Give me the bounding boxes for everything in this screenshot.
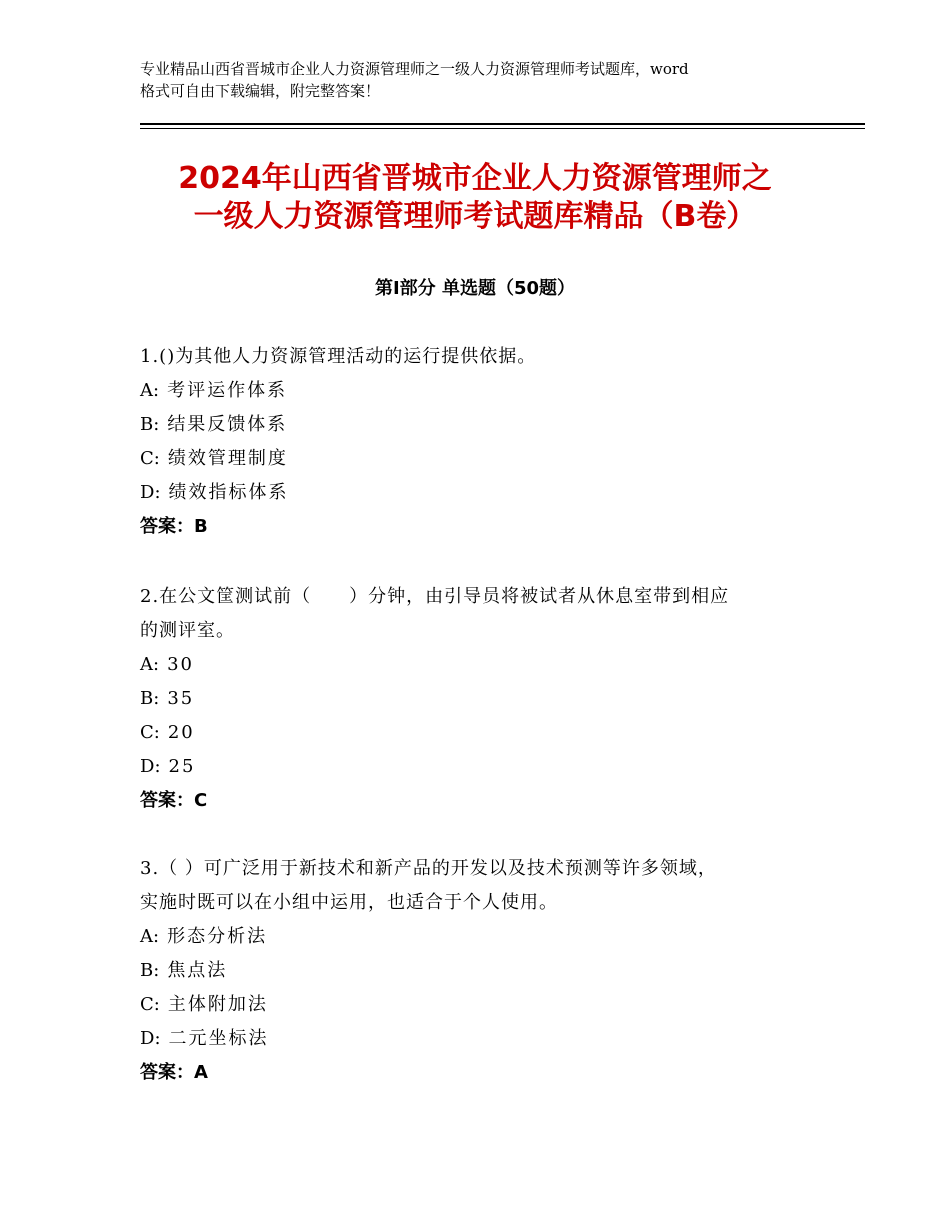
question-2	[140, 580, 820, 818]
option-text: 绩效管理制度	[167, 448, 288, 469]
option-letter: C	[140, 994, 154, 1015]
option-separator: :	[153, 994, 160, 1015]
question-stem-line: 的测评室。	[140, 620, 235, 641]
option-text: 考评运作体系	[167, 380, 288, 401]
option-separator: :	[154, 756, 161, 777]
option-c	[140, 442, 820, 476]
header-note-line-2: 格式可自由下载编辑，附完整答案！	[140, 82, 381, 100]
document-title-line-1: 2024年山西省晋城市企业人力资源管理师之	[178, 161, 772, 196]
option-text: 主体附加法	[167, 994, 268, 1015]
question-1	[140, 340, 820, 544]
answer-label: 答案：	[140, 790, 194, 811]
option-c	[140, 716, 820, 750]
question-stem-line: 1.()为其他人力资源管理活动的运行提供依据。	[140, 346, 537, 367]
section-heading: 第Ⅰ部分 单选题（50题）	[374, 278, 575, 299]
option-letter: A	[140, 654, 153, 675]
answer-value: A	[194, 1062, 208, 1083]
option-separator: :	[154, 1028, 161, 1049]
option-letter: B	[140, 960, 154, 981]
answer-label: 答案：	[140, 516, 194, 537]
option-separator: :	[153, 414, 160, 435]
option-letter: B	[140, 414, 154, 435]
option-b	[140, 682, 820, 716]
option-text: 二元坐标法	[168, 1028, 269, 1049]
option-separator: :	[154, 482, 161, 503]
answer-value: B	[194, 516, 208, 537]
option-text: 35	[167, 688, 195, 709]
option-separator: :	[153, 960, 160, 981]
option-separator: :	[153, 380, 160, 401]
option-c	[140, 988, 820, 1022]
option-a	[140, 920, 820, 954]
option-a	[140, 648, 820, 682]
option-separator: :	[153, 926, 160, 947]
option-letter: C	[140, 448, 154, 469]
header-divider-thick	[140, 123, 865, 125]
option-letter: B	[140, 688, 154, 709]
option-b	[140, 408, 820, 442]
header-note	[140, 58, 830, 102]
option-a	[140, 374, 820, 408]
option-d	[140, 1022, 820, 1056]
option-text: 绩效指标体系	[168, 482, 289, 503]
option-text: 焦点法	[167, 960, 228, 981]
option-letter: C	[140, 722, 154, 743]
document-title-line-2: 一级人力资源管理师考试题库精品（B卷）	[193, 199, 757, 234]
option-text: 形态分析法	[167, 926, 268, 947]
option-d	[140, 750, 820, 784]
question-stem	[140, 340, 820, 374]
answer-line	[140, 784, 820, 818]
answer-line	[140, 1056, 820, 1090]
option-letter: D	[140, 1028, 155, 1049]
question-stem-line: 2.在公文筐测试前（ ）分钟，由引导员将被试者从休息室带到相应	[140, 586, 730, 607]
option-letter: D	[140, 482, 155, 503]
option-text: 结果反馈体系	[167, 414, 288, 435]
option-text: 25	[168, 756, 196, 777]
question-stem	[140, 580, 820, 648]
answer-line	[140, 510, 820, 544]
option-letter: A	[140, 926, 153, 947]
option-separator: :	[153, 654, 160, 675]
question-stem	[140, 852, 820, 920]
answer-label: 答案：	[140, 1062, 194, 1083]
option-b	[140, 954, 820, 988]
option-text: 30	[167, 654, 194, 675]
question-3	[140, 852, 820, 1090]
question-stem-line: 3.（ ）可广泛用于新技术和新产品的开发以及技术预测等许多领域，	[140, 858, 717, 879]
option-separator: :	[153, 722, 160, 743]
document-title	[120, 160, 830, 236]
answer-value: C	[194, 790, 208, 811]
header-note-line-1: 专业精品山西省晋城市企业人力资源管理师之一级人力资源管理师考试题库，word	[140, 60, 689, 78]
option-separator: :	[153, 688, 160, 709]
question-stem-line: 实施时既可以在小组中运用，也适合于个人使用。	[140, 892, 558, 913]
header-divider-thin	[140, 128, 865, 129]
option-text: 20	[167, 722, 195, 743]
option-d	[140, 476, 820, 510]
option-letter: D	[140, 756, 155, 777]
option-separator: :	[153, 448, 160, 469]
option-letter: A	[140, 380, 153, 401]
